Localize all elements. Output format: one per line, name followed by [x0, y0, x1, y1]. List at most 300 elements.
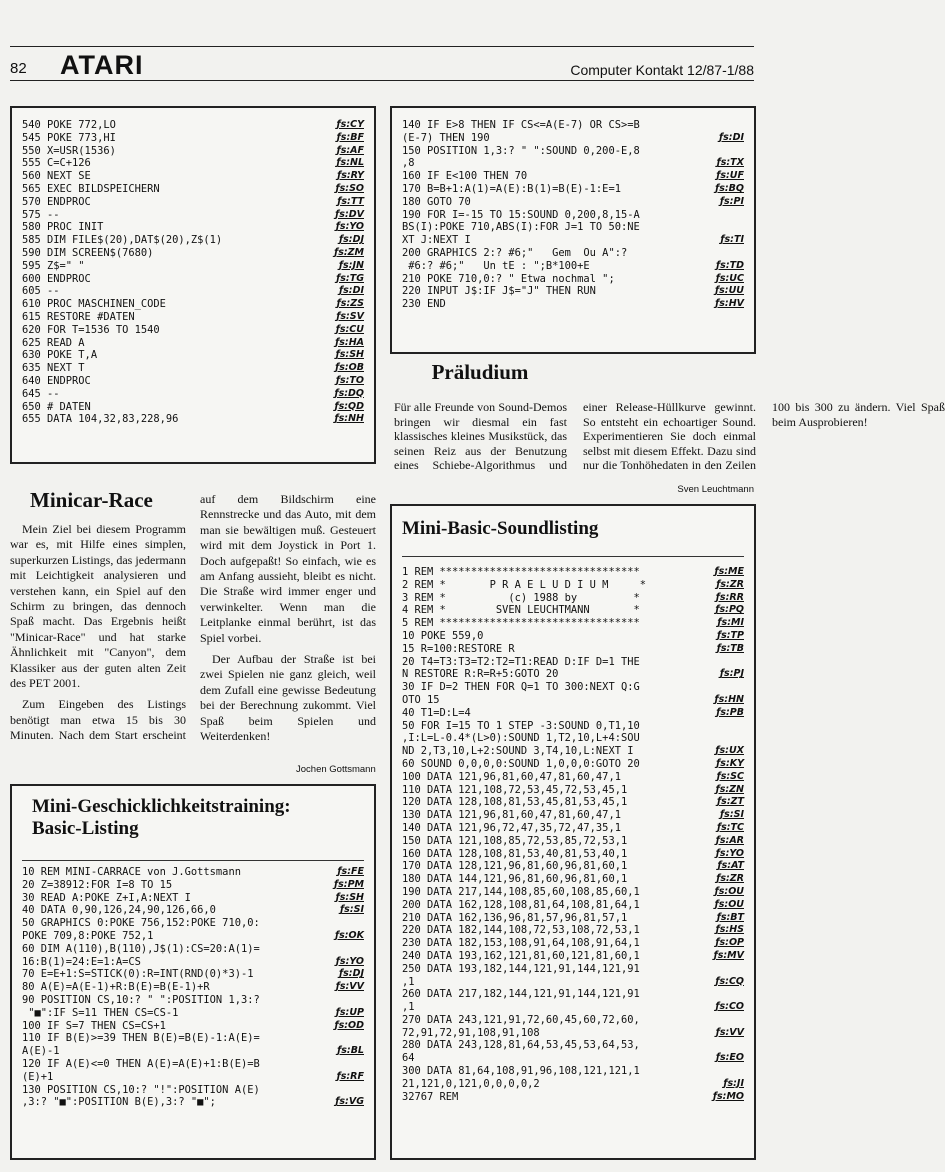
code-text: 120 DATA 128,108,81,53,45,81,53,45,1 [402, 796, 628, 809]
code-line [402, 273, 744, 286]
code-text: 250 DATA 193,182,144,121,91,144,121,91 [402, 962, 640, 975]
checksum: ƒs:OD [334, 1019, 364, 1031]
code-line [22, 285, 364, 298]
code-text: 140 IF E>8 THEN IF CS<=A(E-7) OR CS>=B [402, 119, 640, 131]
listing-body [402, 119, 744, 311]
checksum: ƒs:SH [335, 891, 364, 903]
code-line [22, 196, 364, 209]
checksum: ƒs:AF [336, 144, 364, 156]
code-line [22, 119, 364, 132]
listing-geschicklichkeit [10, 784, 376, 1160]
code-line [22, 866, 364, 879]
code-text: 70 E=E+1:S=STICK(0):R=INT(RND(0)*3)-1 [22, 968, 254, 981]
code-text: 110 IF B(E)>=39 THEN B(E)=B(E)-1:A(E)= [22, 1032, 260, 1045]
code-text: 220 DATA 182,144,108,72,53,108,72,53,1 [402, 924, 640, 937]
code-text: 610 PROC MASCHINEN_CODE [22, 298, 166, 311]
code-text: 650 # DATEN [22, 400, 91, 413]
checksum: ƒs:MO [712, 1090, 744, 1102]
code-line [22, 1032, 364, 1045]
code-text: 40 T1=D:L=4 [402, 706, 471, 719]
checksum: ƒs:UF [716, 170, 744, 182]
code-line [402, 1065, 744, 1078]
code-line [22, 1084, 364, 1097]
checksum: ƒs:OB [335, 362, 364, 374]
article-author: Sven Leuchtmann [677, 484, 754, 495]
code-line [22, 1020, 364, 1033]
code-line [402, 899, 744, 912]
code-text: 270 DATA 243,121,91,72,60,45,60,72,60, [402, 1013, 640, 1026]
code-line [402, 950, 744, 963]
code-line [22, 209, 364, 222]
code-line [22, 388, 364, 401]
checksum: ƒs:BT [716, 911, 744, 923]
code-text: 2 REM * P R A E L U D I U M * [402, 578, 646, 591]
code-text: 15 R=100:RESTORE R [402, 642, 515, 655]
code-text: 30 IF D=2 THEN FOR Q=1 TO 300:NEXT Q:G [402, 681, 640, 694]
code-text: 180 DATA 144,121,96,81,60,96,81,60,1 [402, 873, 628, 886]
code-line [402, 566, 744, 579]
checksum: ƒs:PI [719, 195, 744, 207]
code-line [402, 771, 744, 784]
code-line [402, 119, 744, 132]
code-text: 600 ENDPROC [22, 272, 91, 285]
checksum: ƒs:HS [715, 924, 744, 936]
code-text: BS(I):POKE 710,ABS(I):FOR J=1 TO 50:NE [402, 221, 640, 234]
checksum: ƒs:RY [337, 170, 364, 182]
checksum: ƒs:UC [715, 272, 744, 284]
code-line [22, 234, 364, 247]
code-text: 20 Z=38912:FOR I=8 TO 15 [22, 878, 173, 891]
code-text: POKE 709,8:POKE 752,1 [22, 929, 154, 942]
code-text: 200 DATA 162,128,108,81,64,108,81,64,1 [402, 898, 640, 911]
listing-body [22, 866, 364, 1109]
code-line [22, 401, 364, 414]
checksum: ƒs:VV [715, 1026, 744, 1038]
code-text: ,I:L=L-0.4*(L>0):SOUND 1,T2,10,L+4:SOU [402, 732, 640, 745]
code-text: 160 DATA 128,108,81,53,40,81,53,40,1 [402, 847, 628, 860]
checksum: ƒs:NL [336, 157, 364, 169]
code-line [402, 937, 744, 950]
magazine-issue: Computer Kontakt 12/87-1/88 [570, 62, 754, 78]
code-text: 3 REM * (c) 1988 by * [402, 591, 640, 604]
checksum: ƒs:SO [335, 182, 364, 194]
code-text: ,1 [402, 975, 415, 988]
code-text: 180 GOTO 70 [402, 195, 471, 208]
listing-body [402, 566, 744, 1103]
code-text: ,3:? "■":POSITION B(E),3:? "■"; [22, 1096, 216, 1109]
code-line [22, 221, 364, 234]
code-line [402, 886, 744, 899]
code-text: (E-7) THEN 190 [402, 131, 490, 144]
code-line [22, 968, 364, 981]
code-line [402, 860, 744, 873]
checksum: ƒs:AT [717, 860, 744, 872]
code-line [402, 963, 744, 976]
code-text: 170 B=B+1:A(1)=A(E):B(1)=B(E)-1:E=1 [402, 182, 621, 195]
code-text: ,1 [402, 1001, 415, 1014]
checksum: ƒs:YO [335, 955, 364, 967]
code-line [402, 579, 744, 592]
code-text: 190 FOR I=-15 TO 15:SOUND 0,200,8,15-A [402, 208, 640, 221]
code-line [402, 247, 744, 260]
article-paragraph: Zum Eingeben des Listings benötigt man etwa 15 bis 30 Minuten. Nach dem Start erscheint auf dem Bildschirm eine Rennstrecke und das Auto, mit dem man sie bewältigen muß. Gesteuert wird mit dem Joystick in Port 1. Doch aufgepaßt! So einfach, wie es am Anfang aussieht, bleibt es nicht. Die Straße wird immer enger und verwinkelter. Wenn man die Leitplanke einmal berührt, ist das Spiel vorbei. [10, 492, 376, 743]
code-text: 645 -- [22, 387, 60, 400]
code-text: 100 IF S=7 THEN CS=CS+1 [22, 1019, 166, 1032]
checksum: ƒs:VG [335, 1096, 364, 1108]
checksum: ƒs:BF [336, 131, 364, 143]
code-line [402, 681, 744, 694]
code-line [402, 809, 744, 822]
checksum: ƒs:CO [715, 1001, 744, 1013]
code-text: 100 DATA 121,96,81,60,47,81,60,47,1 [402, 770, 621, 783]
checksum: ƒs:TG [336, 272, 364, 284]
code-line [402, 234, 744, 247]
code-line [402, 221, 744, 234]
checksum: ƒs:BQ [715, 182, 744, 194]
checksum: ƒs:TO [335, 374, 364, 386]
code-text: 560 NEXT SE [22, 170, 91, 183]
code-line [22, 311, 364, 324]
checksum: ƒs:HA [335, 336, 364, 348]
code-line [22, 132, 364, 145]
code-text: 32767 REM [402, 1090, 459, 1103]
checksum: ƒs:TX [716, 157, 744, 169]
code-line [402, 592, 744, 605]
checksum: ƒs:ZS [336, 298, 364, 310]
checksum: ƒs:SI [720, 809, 744, 821]
code-text: 190 DATA 217,144,108,85,60,108,85,60,1 [402, 885, 640, 898]
code-text: 230 END [402, 298, 446, 311]
checksum: ƒs:UP [335, 1006, 364, 1018]
code-text: 50 GRAPHICS 0:POKE 756,152:POKE 710,0: [22, 917, 260, 930]
code-text: 200 GRAPHICS 2:? #6;" Gem Ou A":? [402, 246, 628, 259]
code-line [402, 873, 744, 886]
checksum: ƒs:EO [715, 1052, 744, 1064]
code-line [402, 1078, 744, 1091]
atari-logo: ATARI [60, 50, 144, 80]
code-line [402, 617, 744, 630]
code-line [402, 924, 744, 937]
checksum: ƒs:CQ [715, 975, 744, 987]
checksum: ƒs:ZR [716, 578, 744, 590]
code-text: 40 DATA 0,90,126,24,90,126,66,0 [22, 904, 216, 917]
code-line [402, 784, 744, 797]
code-line [402, 604, 744, 617]
code-line [402, 732, 744, 745]
code-text: #6:? #6;" Un tE : ";B*100+E [402, 259, 590, 272]
listing-body [22, 119, 364, 426]
checksum: ƒs:ZR [716, 873, 744, 885]
code-text: 72,91,72,91,108,91,108 [402, 1026, 540, 1039]
code-line [22, 298, 364, 311]
code-line [22, 413, 364, 426]
code-text: 575 -- [22, 208, 60, 221]
code-line [22, 994, 364, 1007]
code-line [402, 758, 744, 771]
code-line [22, 981, 364, 994]
code-text: 635 NEXT T [22, 362, 85, 375]
checksum: ƒs:ZN [715, 783, 744, 795]
code-line [402, 1052, 744, 1065]
code-line [402, 285, 744, 298]
code-line [22, 337, 364, 350]
code-line [402, 196, 744, 209]
checksum: ƒs:DJ [338, 234, 364, 246]
code-text: 4 REM * SVEN LEUCHTMANN * [402, 604, 640, 617]
code-text: 220 INPUT J$:IF J$="J" THEN RUN [402, 285, 596, 298]
code-line [402, 1091, 744, 1104]
code-text: 595 Z$=" " [22, 259, 85, 272]
checksum: ƒs:SC [716, 770, 744, 782]
code-line [402, 912, 744, 925]
checksum: ƒs:OU [714, 885, 744, 897]
checksum: ƒs:MV [713, 949, 744, 961]
checksum: ƒs:UX [715, 745, 744, 757]
code-text: 620 FOR T=1536 TO 1540 [22, 323, 160, 336]
code-line [402, 976, 744, 989]
code-line [22, 956, 364, 969]
checksum: ƒs:PB [716, 706, 744, 718]
code-line [22, 892, 364, 905]
checksum: ƒs:TP [716, 629, 744, 641]
article-title: Präludium [431, 360, 529, 384]
code-text: 230 DATA 182,153,108,91,64,108,91,64,1 [402, 937, 640, 950]
checksum: ƒs:OU [714, 898, 744, 910]
code-line [402, 720, 744, 733]
code-line [402, 132, 744, 145]
code-line [402, 1001, 744, 1014]
code-text: 60 DIM A(110),B(110),J$(1):CS=20:A(1)= [22, 942, 260, 955]
code-line [22, 879, 364, 892]
checksum: ƒs:ZM [334, 246, 364, 258]
code-line [402, 643, 744, 656]
code-line [22, 1007, 364, 1020]
checksum: ƒs:QD [334, 400, 364, 412]
checksum: ƒs:PJ [719, 668, 744, 680]
checksum: ƒs:NH [334, 413, 364, 425]
code-text: 90 POSITION CS,10:? " ":POSITION 1,3:? [22, 993, 260, 1006]
code-text: 280 DATA 243,128,81,64,53,45,53,64,53, [402, 1039, 640, 1052]
code-line [22, 917, 364, 930]
checksum: ƒs:OK [334, 929, 364, 941]
article-text: Für alle Freunde von Sound-Demos bringen wir diesmal ein fast klassisches kleines Musikstück, das seinen Reiz aus der Benutzung eines Schiebe-Algorithmus und einer Release-Hüllkurve gewinnt. So entsteht ein echoartiger Sound. Experimentieren Sie doch einmal selbst mit diesem Effekt. Dazu sind nur die Tonhöhedaten in den Zeilen 100 bis 300 zu ändern. Viel Spaß beim Ausprobieren! [394, 400, 945, 473]
checksum: ƒs:VV [335, 981, 364, 993]
checksum: ƒs:PM [333, 878, 364, 890]
checksum: ƒs:CU [335, 323, 364, 335]
code-text: (E)+1 [22, 1070, 54, 1083]
checksum: ƒs:TB [716, 642, 744, 654]
checksum: ƒs:DI [338, 285, 364, 297]
code-line [22, 324, 364, 337]
code-line [402, 835, 744, 848]
code-line [402, 630, 744, 643]
code-text: 110 DATA 121,108,72,53,45,72,53,45,1 [402, 783, 628, 796]
listing-soundlisting [390, 504, 756, 1160]
code-text: 555 C=C+126 [22, 157, 91, 170]
code-text: 655 DATA 104,32,83,228,96 [22, 413, 179, 426]
code-line [22, 170, 364, 183]
code-text: 580 PROC INIT [22, 221, 104, 234]
checksum: ƒs:HV [715, 298, 744, 310]
code-line [22, 183, 364, 196]
code-line [402, 988, 744, 1001]
checksum: ƒs:HN [714, 693, 744, 705]
code-line [402, 668, 744, 681]
article-paragraph: Mein Ziel bei diesem Programm war es, mit Hilfe eines simplen, superkurzen Listings, das jedermann mit Leichtigkeit analysieren und verstehen kann, ein Spiel auf den Schirm zu bringen, das dennoch Spaß macht. Das Ergebnis heißt "Minicar-Race" und hat starke Ähnlichkeit mit "Canyon", dem Klassiker aus der guten alten Zeit des PET 2001. [10, 522, 186, 691]
checksum: ƒs:ZT [717, 796, 744, 808]
code-line [402, 209, 744, 222]
code-line [402, 694, 744, 707]
checksum: ƒs:FE [337, 866, 364, 877]
article-title: Minicar-Race [30, 488, 153, 512]
code-line [22, 1058, 364, 1071]
checksum: ƒs:DQ [334, 387, 364, 399]
code-line [402, 796, 744, 809]
checksum: ƒs:TI [720, 234, 744, 246]
code-text: 120 IF A(E)<=0 THEN A(E)=A(E)+1:B(E)=B [22, 1057, 260, 1070]
checksum: ƒs:PQ [715, 604, 744, 616]
code-text: 565 EXEC BILDSPEICHERN [22, 182, 160, 195]
page-header [10, 38, 754, 82]
code-line [402, 656, 744, 669]
code-text: 625 READ A [22, 336, 85, 349]
code-text: 615 RESTORE #DATEN [22, 310, 135, 323]
checksum: ƒs:DI [718, 131, 744, 143]
code-line [22, 349, 364, 362]
checksum: ƒs:TC [716, 821, 744, 833]
code-text: 150 DATA 121,108,85,72,53,85,72,53,1 [402, 834, 628, 847]
code-text: 10 REM MINI-CARRACE von J.Gottsmann [22, 866, 241, 878]
code-text: 64 [402, 1052, 415, 1065]
code-text: 140 DATA 121,96,72,47,35,72,47,35,1 [402, 821, 621, 834]
code-line [402, 822, 744, 835]
code-text: 160 IF E<100 THEN 70 [402, 170, 528, 183]
code-text: 5 REM ******************************** [402, 617, 640, 630]
article-columns [10, 492, 376, 750]
checksum: ƒs:RF [336, 1070, 364, 1082]
code-line [22, 260, 364, 273]
code-text: 630 POKE T,A [22, 349, 98, 362]
listing-top-left [10, 106, 376, 464]
code-line [402, 745, 744, 758]
code-text: ND 2,T3,10,L+2:SOUND 3,T4,10,L:NEXT I [402, 745, 634, 758]
listing-top-right [390, 106, 756, 354]
code-line [22, 1071, 364, 1084]
code-line [402, 260, 744, 273]
code-text: 210 DATA 162,136,96,81,57,96,81,57,1 [402, 911, 628, 924]
code-text: "■":IF S=11 THEN CS=CS-1 [22, 1006, 179, 1019]
code-line [402, 848, 744, 861]
checksum: ƒs:SV [336, 310, 364, 322]
checksum: ƒs:SI [340, 904, 364, 916]
code-text: 300 DATA 81,64,108,91,96,108,121,121,1 [402, 1065, 640, 1078]
code-line [22, 145, 364, 158]
code-text: 260 DATA 217,182,144,121,91,144,121,91 [402, 988, 640, 1001]
code-text: 60 SOUND 0,0,0,0:SOUND 1,0,0,0:GOTO 20 [402, 757, 640, 770]
code-line [22, 1045, 364, 1058]
code-text: 640 ENDPROC [22, 374, 91, 387]
checksum: ƒs:ME [714, 566, 744, 577]
code-text: 150 POSITION 1,3:? " ":SOUND 0,200-E,8 [402, 144, 640, 157]
code-line [22, 904, 364, 917]
code-text: 170 DATA 128,121,96,81,60,96,81,60,1 [402, 860, 628, 873]
code-text: 130 POSITION CS,10:? "!":POSITION A(E) [22, 1083, 260, 1096]
code-line [22, 1096, 364, 1109]
code-text: 80 A(E)=A(E-1)+R:B(E)=B(E-1)+R [22, 981, 210, 994]
checksum: ƒs:CY [336, 119, 364, 130]
code-text: 585 DIM FILE$(20),DAT$(20),Z$(1) [22, 234, 223, 247]
code-line [402, 1014, 744, 1027]
code-text: 130 DATA 121,96,81,60,47,81,60,47,1 [402, 809, 621, 822]
checksum: ƒs:DJ [338, 968, 364, 980]
code-line [22, 930, 364, 943]
code-text: 20 T4=T3:T3=T2:T2=T1:READ D:IF D=1 THE [402, 655, 640, 668]
checksum: ƒs:YO [335, 221, 364, 233]
code-text: 570 ENDPROC [22, 195, 91, 208]
checksum: ƒs:BL [337, 1045, 364, 1057]
code-text: ,8 [402, 157, 415, 170]
checksum: ƒs:JI [723, 1077, 744, 1089]
code-line [402, 1039, 744, 1052]
code-line [22, 375, 364, 388]
code-text: XT J:NEXT I [402, 234, 471, 247]
checksum: ƒs:AR [715, 834, 744, 846]
checksum: ƒs:SH [335, 349, 364, 361]
listing-title: Mini-Basic-Soundlisting [402, 518, 599, 539]
code-line [402, 145, 744, 158]
code-text: 16:B(1)=24:E=1:A=CS [22, 955, 141, 968]
code-line [22, 157, 364, 170]
checksum: ƒs:RR [715, 591, 744, 603]
code-line [402, 298, 744, 311]
code-line [402, 157, 744, 170]
checksum: ƒs:TD [716, 259, 744, 271]
listing-title: Mini-Geschicklichkeitstraining: Basic-Listing [32, 796, 291, 839]
checksum: ƒs:MI [717, 617, 744, 629]
code-line [22, 247, 364, 260]
checksum: ƒs:YO [715, 847, 744, 859]
code-text: 210 POKE 710,0:? " Etwa nochmal "; [402, 272, 615, 285]
checksum: ƒs:DV [335, 208, 364, 220]
code-line [402, 707, 744, 720]
code-text: N RESTORE R:R=R+5:GOTO 20 [402, 668, 559, 681]
code-text: 30 READ A:POKE Z+I,A:NEXT I [22, 891, 191, 904]
page-number: 82 [10, 60, 27, 77]
checksum: ƒs:JN [338, 259, 364, 271]
code-text: 550 X=USR(1536) [22, 144, 116, 157]
code-text: 590 DIM SCREEN$(7680) [22, 246, 154, 259]
code-line [402, 183, 744, 196]
code-text: A(E)-1 [22, 1045, 60, 1058]
code-text: 10 POKE 559,0 [402, 629, 484, 642]
checksum: ƒs:KY [716, 757, 744, 769]
article-author: Jochen Gottsmann [296, 764, 376, 775]
code-text: 605 -- [22, 285, 60, 298]
code-text: 1 REM ******************************** [402, 566, 640, 578]
checksum: ƒs:TT [337, 195, 364, 207]
code-line [22, 273, 364, 286]
code-text: 240 DATA 193,162,121,81,60,121,81,60,1 [402, 949, 640, 962]
article-paragraph: Der Aufbau der Straße ist bei zwei Spielen nie ganz gleich, weil dem Zufall eine gewisse Bedeutung bei der Berechnung zukommt. Viel Spaß beim Spielen und Weiterdenken! [200, 652, 376, 744]
code-line [402, 1027, 744, 1040]
code-line [22, 362, 364, 375]
code-line [402, 170, 744, 183]
code-text: 540 POKE 772,LO [22, 119, 116, 131]
code-text: 50 FOR I=15 TO 1 STEP -3:SOUND 0,T1,10 [402, 719, 640, 732]
code-text: OTO 15 [402, 693, 440, 706]
checksum: ƒs:OP [715, 937, 744, 949]
code-text: 21,121,0,121,0,0,0,0,2 [402, 1077, 540, 1090]
